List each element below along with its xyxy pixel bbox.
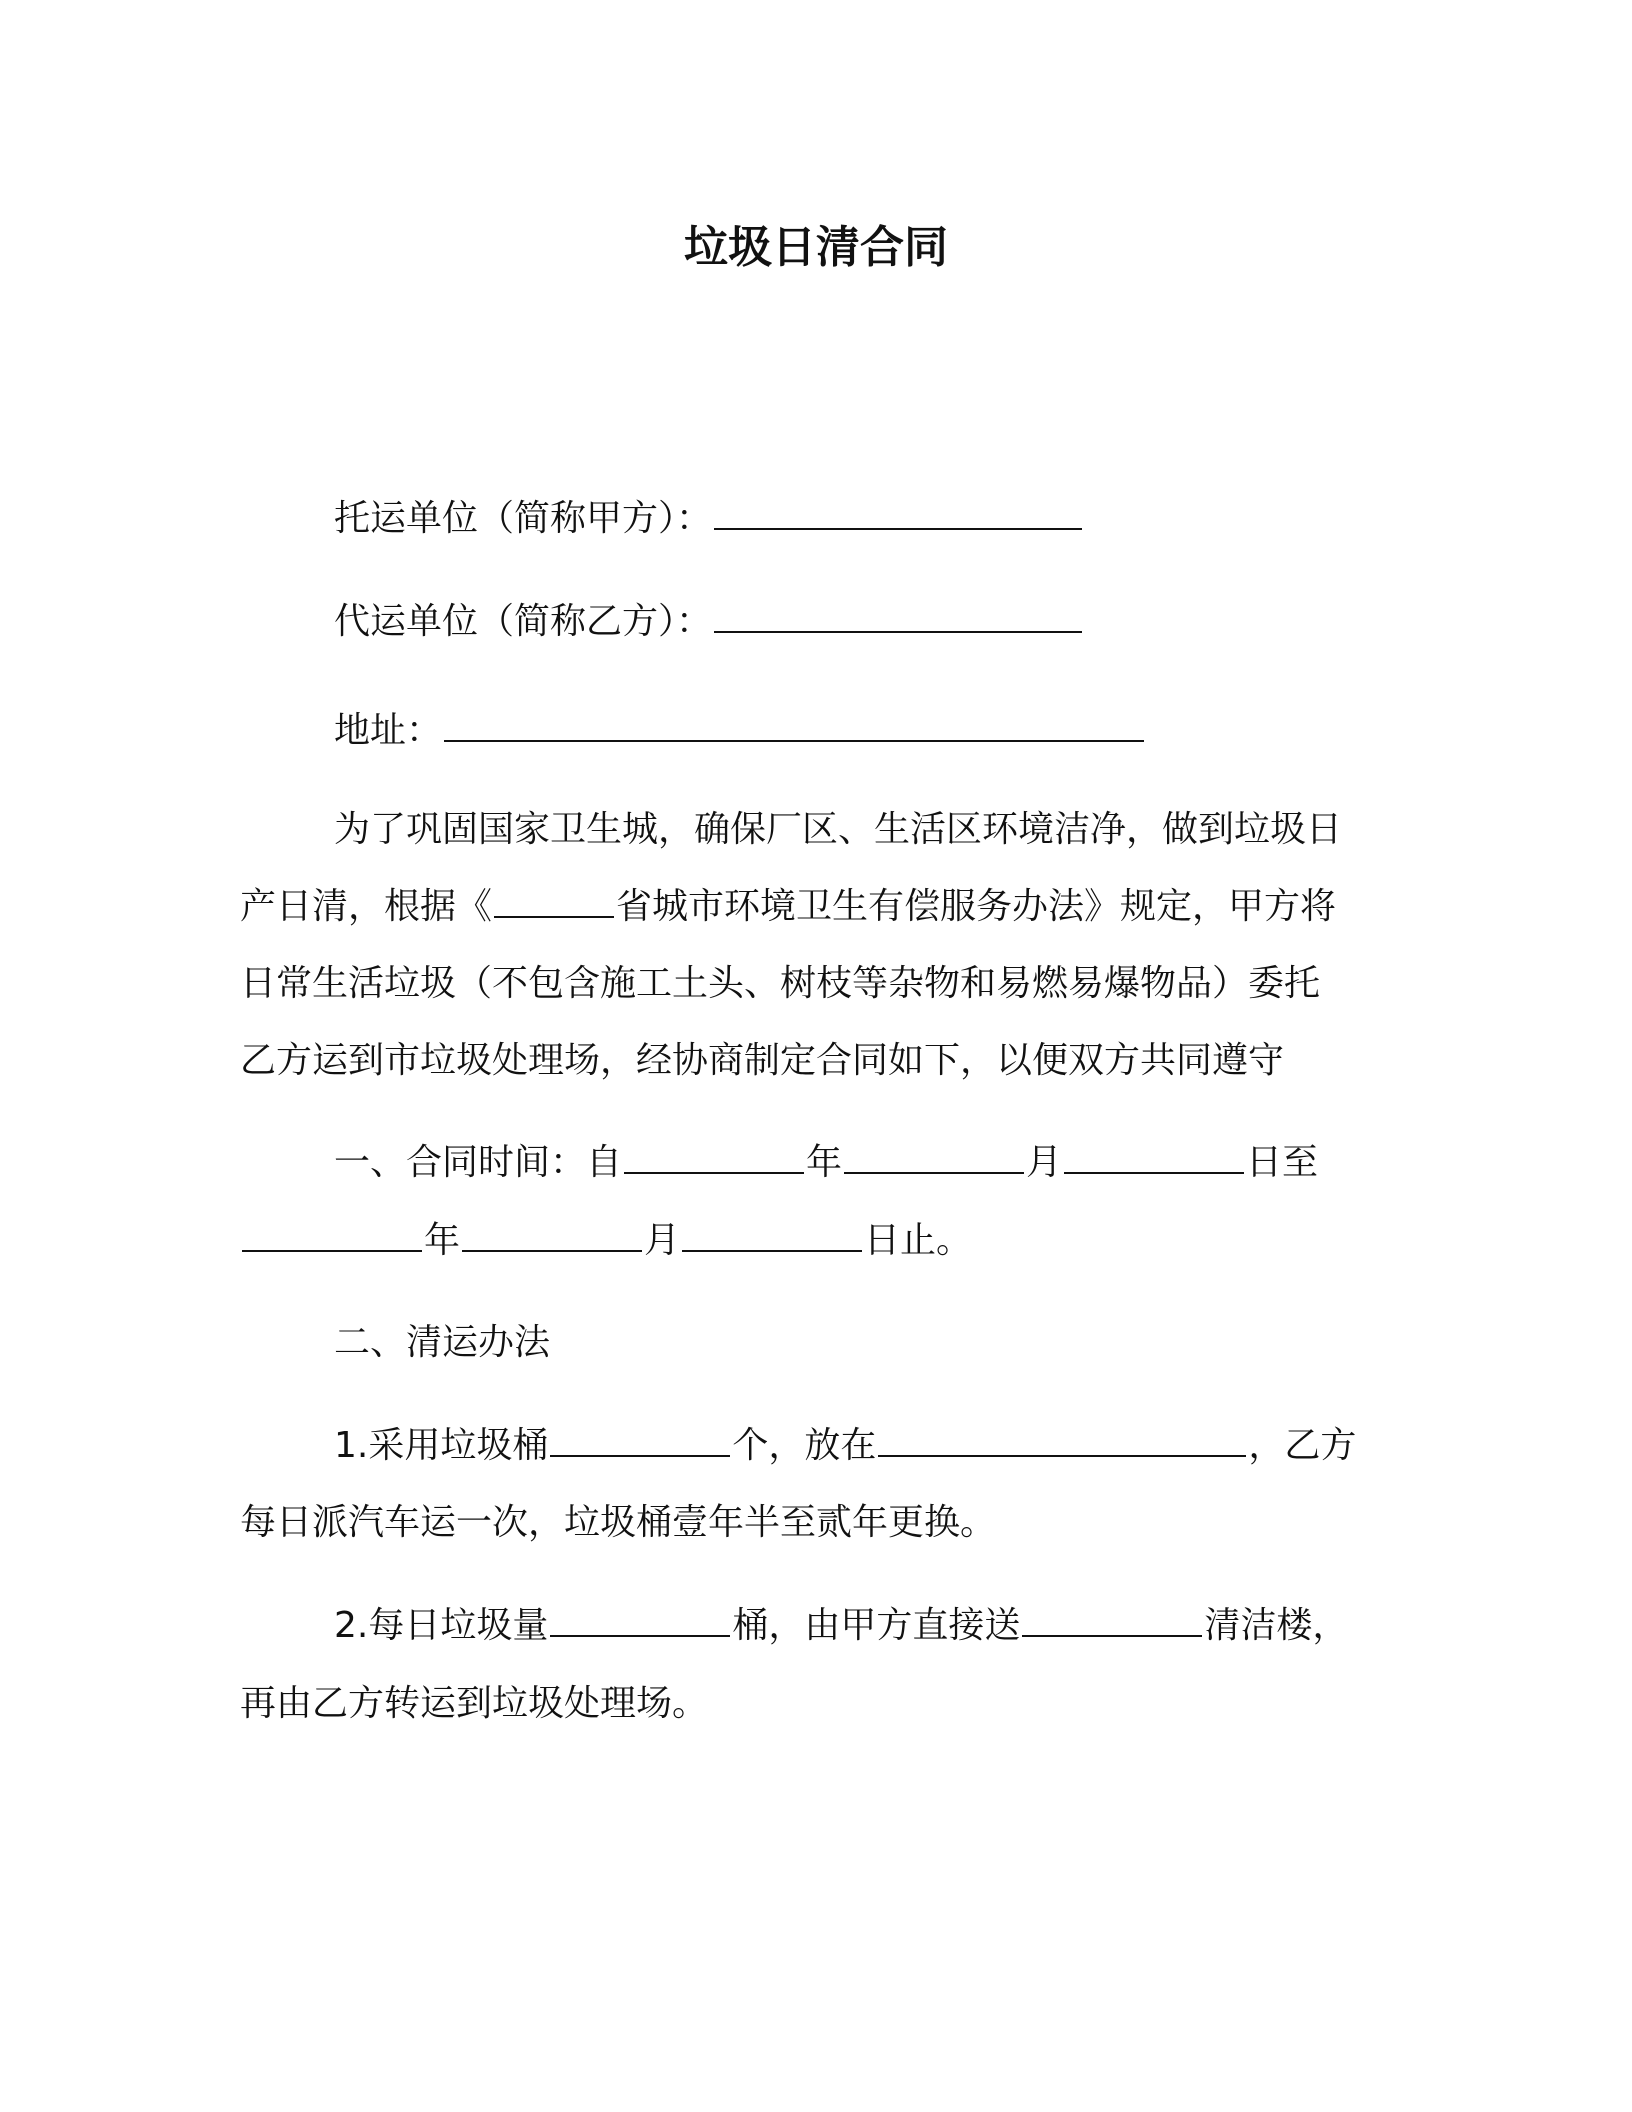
day-to-label: 日至	[1246, 1142, 1319, 1183]
preamble-text-2a: 产日清，根据《	[240, 886, 493, 927]
item1-text-b: 个，放在	[732, 1425, 877, 1466]
start-year-blank[interactable]	[624, 1138, 804, 1174]
station-blank[interactable]	[1022, 1601, 1202, 1637]
section1-line-1	[334, 1138, 1318, 1188]
end-day-blank[interactable]	[682, 1216, 862, 1252]
address-blank[interactable]	[444, 706, 1144, 742]
preamble-text-4: 乙方运到市垃圾处理场，经协商制定合同如下，以便双方共同遵守	[240, 1040, 1285, 1081]
address-label: 地址：	[334, 710, 443, 751]
section2-heading-line	[334, 1318, 550, 1368]
preamble-text-3: 日常生活垃圾（不包含施工土头、树枝等杂物和易燃易爆物品）委托	[240, 963, 1321, 1004]
year-label: 年	[806, 1142, 843, 1183]
shipper-line	[334, 494, 1084, 544]
section1-heading: 一、合同时间：自	[334, 1142, 623, 1183]
preamble-text-1: 为了巩固国家卫生城，确保厂区、生活区环境洁净，做到垃圾日	[334, 809, 1343, 850]
item2-text-c: 清洁楼，	[1204, 1605, 1349, 1646]
province-blank[interactable]	[494, 882, 614, 918]
month-label: 月	[1026, 1142, 1063, 1183]
item1-text-c: ，乙方	[1248, 1425, 1357, 1466]
day-end-label: 日止。	[864, 1220, 973, 1261]
item2-line-2	[240, 1679, 708, 1729]
bin-location-blank[interactable]	[878, 1421, 1246, 1457]
year2-label: 年	[424, 1220, 461, 1261]
end-year-blank[interactable]	[242, 1216, 422, 1252]
item1-text-d: 每日派汽车运一次，垃圾桶壹年半至贰年更换。	[240, 1502, 997, 1543]
preamble-line-2	[240, 882, 1336, 932]
carrier-blank[interactable]	[714, 597, 1082, 633]
item2-text-a: 2.每日垃圾量	[334, 1605, 549, 1646]
bin-count-blank[interactable]	[550, 1421, 730, 1457]
preamble-line-3	[240, 959, 1320, 1009]
start-day-blank[interactable]	[1064, 1138, 1244, 1174]
item2-text-d: 再由乙方转运到垃圾处理场。	[240, 1683, 709, 1724]
item1-text-a: 1.采用垃圾桶	[334, 1425, 549, 1466]
address-line	[334, 706, 1146, 756]
carrier-label: 代运单位（简称乙方）：	[334, 601, 713, 642]
section1-line-2	[240, 1216, 972, 1266]
daily-amount-blank[interactable]	[550, 1601, 730, 1637]
month2-label: 月	[644, 1220, 681, 1261]
preamble-text-2b: 省城市环境卫生有偿服务办法》规定，甲方将	[616, 886, 1337, 927]
item2-line-1	[334, 1601, 1348, 1651]
start-month-blank[interactable]	[844, 1138, 1024, 1174]
shipper-label: 托运单位（简称甲方）：	[334, 498, 713, 539]
document-title: 垃圾日清合同	[684, 222, 948, 273]
item1-line-1	[334, 1421, 1356, 1471]
shipper-blank[interactable]	[714, 494, 1082, 530]
end-month-blank[interactable]	[462, 1216, 642, 1252]
item2-text-b: 桶，由甲方直接送	[732, 1605, 1021, 1646]
section2-heading: 二、清运办法	[334, 1322, 551, 1363]
preamble-line-4	[240, 1036, 1284, 1086]
preamble-line-1	[334, 805, 1342, 855]
carrier-line	[334, 597, 1084, 647]
item1-line-2	[240, 1498, 996, 1548]
